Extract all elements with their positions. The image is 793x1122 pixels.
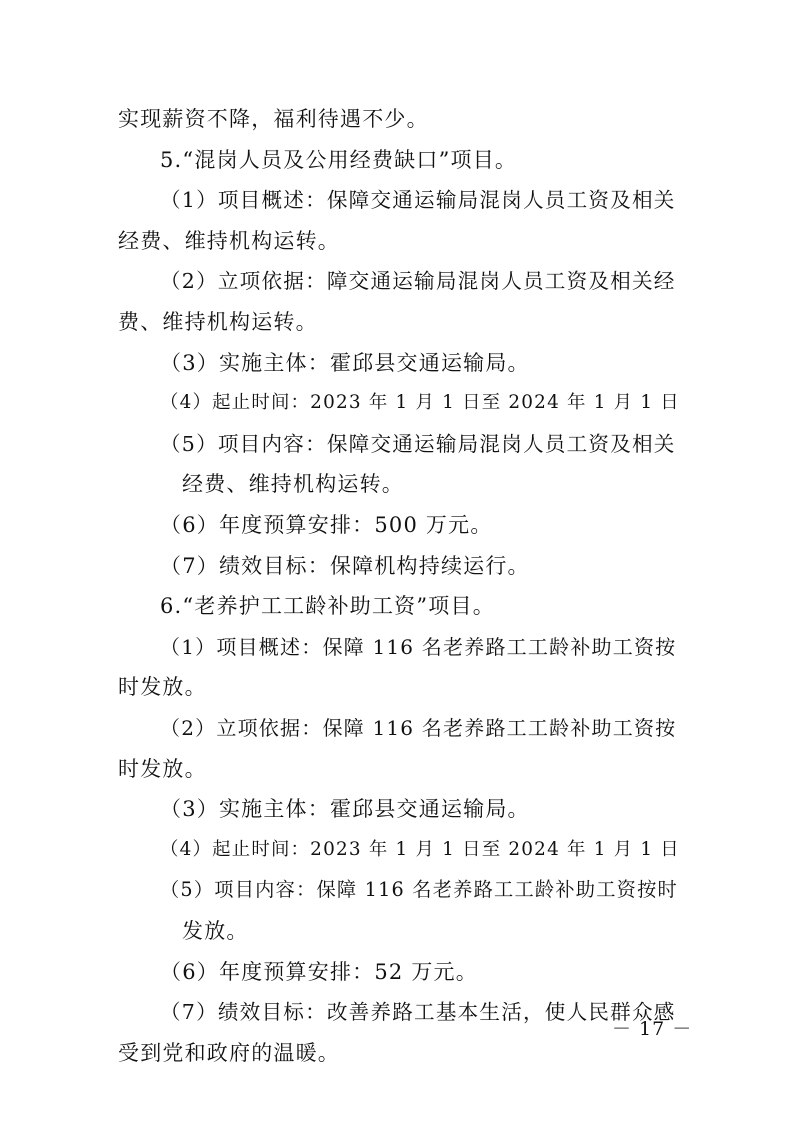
- text-line: （6）年度预算安排：52 万元。: [160, 959, 478, 984]
- text-line: （4）起止时间：2023 年 1 月 1 日至 2024 年 1 月 1 日: [160, 392, 680, 414]
- text-line: （7）绩效目标：改善养路工基本生活，使人民群众感: [160, 1000, 676, 1025]
- text-line: （7）绩效目标：保障机构持续运行。: [160, 553, 530, 578]
- page-number: － 17 －: [612, 1018, 693, 1040]
- text-line: 受到党和政府的温暖。: [118, 1040, 340, 1065]
- text-line: （2）立项依据：障交通运输局混岗人员工资及相关经: [160, 269, 676, 294]
- text-line: （1）项目概述：保障 116 名老养路工工龄补助工资按: [160, 634, 677, 659]
- text-line: 实现薪资不降，福利待遇不少。: [118, 107, 429, 131]
- section-heading: 6.“老养护工工龄补助工资”项目。: [160, 594, 495, 619]
- text-line: 时发放。: [118, 675, 207, 700]
- text-line: （2）立项依据：保障 116 名老养路工工龄补助工资按: [160, 716, 677, 740]
- text-line: （1）项目概述：保障交通运输局混岗人员工资及相关: [160, 188, 676, 213]
- text-line: 发放。: [182, 919, 249, 943]
- text-line: （5）项目内容：保障 116 名老养路工工龄补助工资按时: [160, 878, 678, 902]
- text-line: 经费、维持机构运转。: [182, 472, 404, 497]
- text-line: 费、维持机构运转。: [118, 310, 318, 334]
- text-line: （6）年度预算安排：500 万元。: [160, 513, 493, 537]
- text-line: （3）实施主体：霍邱县交通运输局。: [160, 797, 530, 822]
- text-line: 经费、维持机构运转。: [118, 228, 340, 253]
- section-heading: 5.“混岗人员及公用经费缺口”项目。: [160, 147, 518, 172]
- text-line: （5）项目内容：保障交通运输局混岗人员工资及相关: [160, 431, 676, 456]
- text-line: （3）实施主体：霍邱县交通运输局。: [160, 350, 530, 375]
- text-line: （4）起止时间：2023 年 1 月 1 日至 2024 年 1 月 1 日: [160, 838, 680, 860]
- text-line: 时发放。: [118, 756, 207, 781]
